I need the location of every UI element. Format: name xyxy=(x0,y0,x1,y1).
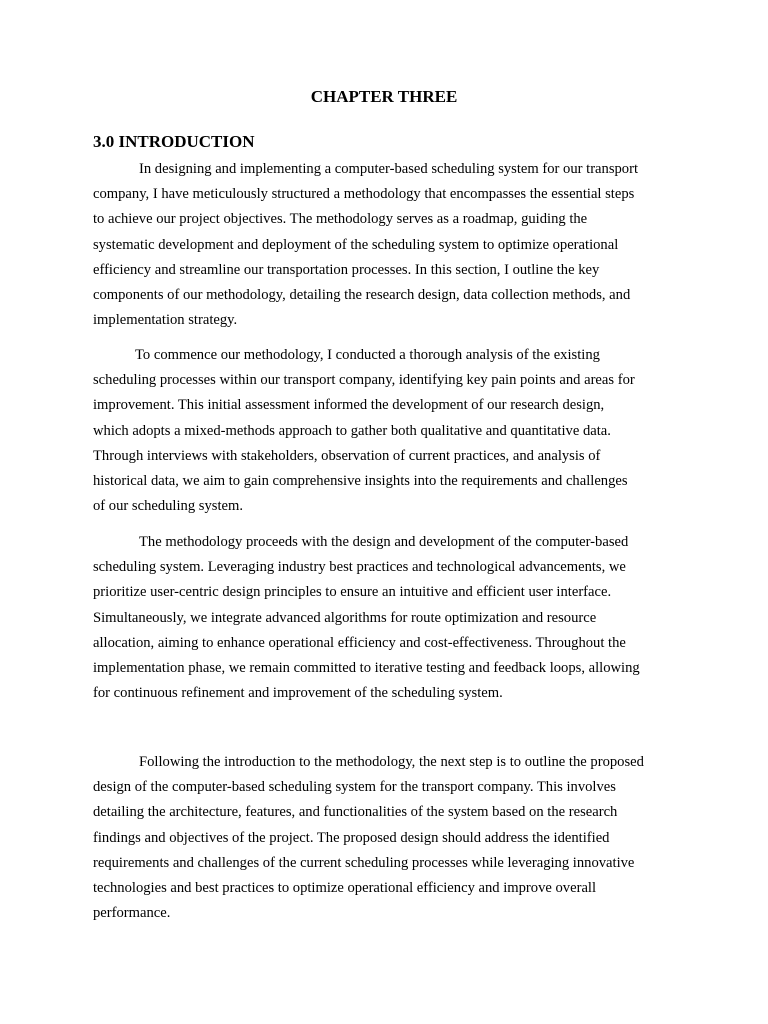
paragraph-line: The methodology proceeds with the design and development of the computer-based xyxy=(139,534,629,550)
paragraph-line: scheduling processes within our transport company, identifying key pain points and areas for xyxy=(93,372,635,389)
paragraph-line: requirements and challenges of the current scheduling processes while leveraging innovative xyxy=(93,854,635,871)
paragraph-line: To commence our methodology, I conducted a thorough analysis of the existing xyxy=(135,347,600,363)
paragraph-line: company, I have meticulously structured a methodology that encompasses the essential steps xyxy=(93,186,635,203)
paragraph-line: detailing the architecture, features, and functionalities of the system based on the research xyxy=(93,804,618,821)
paragraph-line: systematic development and deployment of the scheduling system to optimize operational xyxy=(93,236,619,253)
paragraph-line: for continuous refinement and improvement of the scheduling system. xyxy=(93,685,503,702)
paragraph-line: Simultaneously, we integrate advanced algorithms for route optimization and resource xyxy=(93,609,597,626)
paragraph-line: improvement. This initial assessment informed the development of our research design, xyxy=(93,397,605,414)
paragraph-4 xyxy=(93,750,679,926)
paragraph-line: components of our methodology, detailing the research design, data collection methods, and xyxy=(93,287,631,304)
paragraph-line: implementation phase, we remain committed to iterative testing and feedback loops, allowing xyxy=(93,660,640,677)
paragraph-line: of our scheduling system. xyxy=(93,498,243,515)
paragraph-line: to achieve our project objectives. The methodology serves as a roadmap, guiding the xyxy=(93,211,588,228)
chapter-title: CHAPTER THREE xyxy=(310,87,458,106)
paragraph-line: allocation, aiming to enhance operational efficiency and cost-effectiveness. Throughout the xyxy=(93,634,626,651)
paragraph-line: Through interviews with stakeholders, observation of current practices, and analysis of xyxy=(93,447,601,464)
paragraph-line: implementation strategy. xyxy=(93,312,238,329)
paragraph-line: prioritize user-centric design principles to ensure an intuitive and efficient user interface. xyxy=(93,584,612,601)
paragraph-line: design of the computer-based scheduling system for the transport company. This involves xyxy=(93,779,616,796)
paragraph-3 xyxy=(93,530,679,706)
paragraph-line: historical data, we aim to gain comprehensive insights into the requirements and challenges xyxy=(93,473,628,490)
paragraph-line: In designing and implementing a computer-based scheduling system for our transport xyxy=(139,161,639,177)
section-heading: 3.0 INTRODUCTION xyxy=(93,132,255,151)
paragraph-line: Following the introduction to the methodology, the next step is to outline the proposed xyxy=(139,754,644,770)
paragraph-line: findings and objectives of the project. The proposed design should address the identified xyxy=(93,829,610,846)
paragraph-line: which adopts a mixed-methods approach to gather both qualitative and quantitative data. xyxy=(93,422,611,439)
paragraph-line: technologies and best practices to optimize operational efficiency and improve overall xyxy=(93,880,597,897)
paragraph-2 xyxy=(93,343,679,519)
paragraph-line: scheduling system. Leveraging industry best practices and technological advancements, we xyxy=(93,559,626,576)
paragraph-line: efficiency and streamline our transportation processes. In this section, I outline the key xyxy=(93,261,600,278)
paragraph-1 xyxy=(93,157,679,333)
paragraph-line: performance. xyxy=(93,905,171,922)
